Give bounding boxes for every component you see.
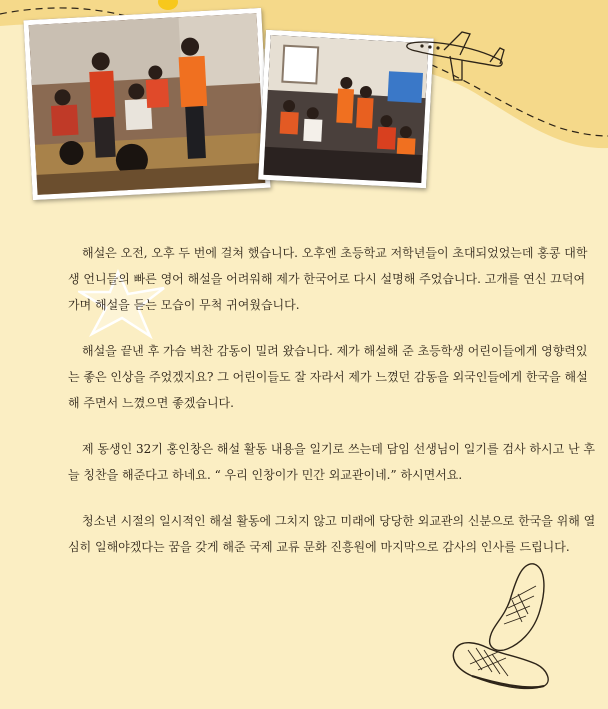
paragraph-1: 해설은 오전, 오후 두 번에 걸쳐 했습니다. 오후엔 초등학교 저학년들이 초대되었었는데 홍콩 대학생 언니들의 빠른 영어 해설을 어려워해 제가 한국어로 다시 설명해 주었습니다. 고개를 연신 끄덕여 가며 해설을 듣는 모습이 무척 귀여웠습니다. bbox=[68, 246, 588, 312]
paragraph-3: 제 동생인 32기 홍인창은 해설 활동 내용을 일기로 쓰는데 담임 선생님이 일기를 검사 하시고 난 후 늘 칭찬을 해준다고 하네요. “ 우리 인창이가 민간 외교관이네.” 하시면서요. bbox=[68, 442, 595, 482]
photo-students-standing-icon bbox=[29, 13, 266, 195]
photo-students-standing bbox=[23, 8, 270, 200]
sneakers-doodle-icon bbox=[448, 560, 554, 700]
article-body bbox=[68, 240, 596, 580]
airplane-doodle-icon bbox=[404, 28, 508, 84]
paragraph-4: 청소년 시절의 일시적인 해설 활동에 그치지 않고 미래에 당당한 외교관의 신분으로 한국을 위해 열심히 일해야겠다는 꿈을 갖게 해준 국제 교류 문화 진흥원에 마지막으로 감사의 인사를 드립니다. bbox=[68, 514, 596, 554]
paragraph-2: 해설을 끝낸 후 가슴 벅찬 감동이 밀려 왔습니다. 제가 해설해 준 초등학생 어린이들에게 영향력있는 좋은 인상을 주었겠지요? 그 어린이들도 잘 자라서 제가 느꼈던 감동을 외국인들에게 한국을 해설해 주면서 느꼈으면 좋겠습니다. bbox=[68, 344, 588, 410]
